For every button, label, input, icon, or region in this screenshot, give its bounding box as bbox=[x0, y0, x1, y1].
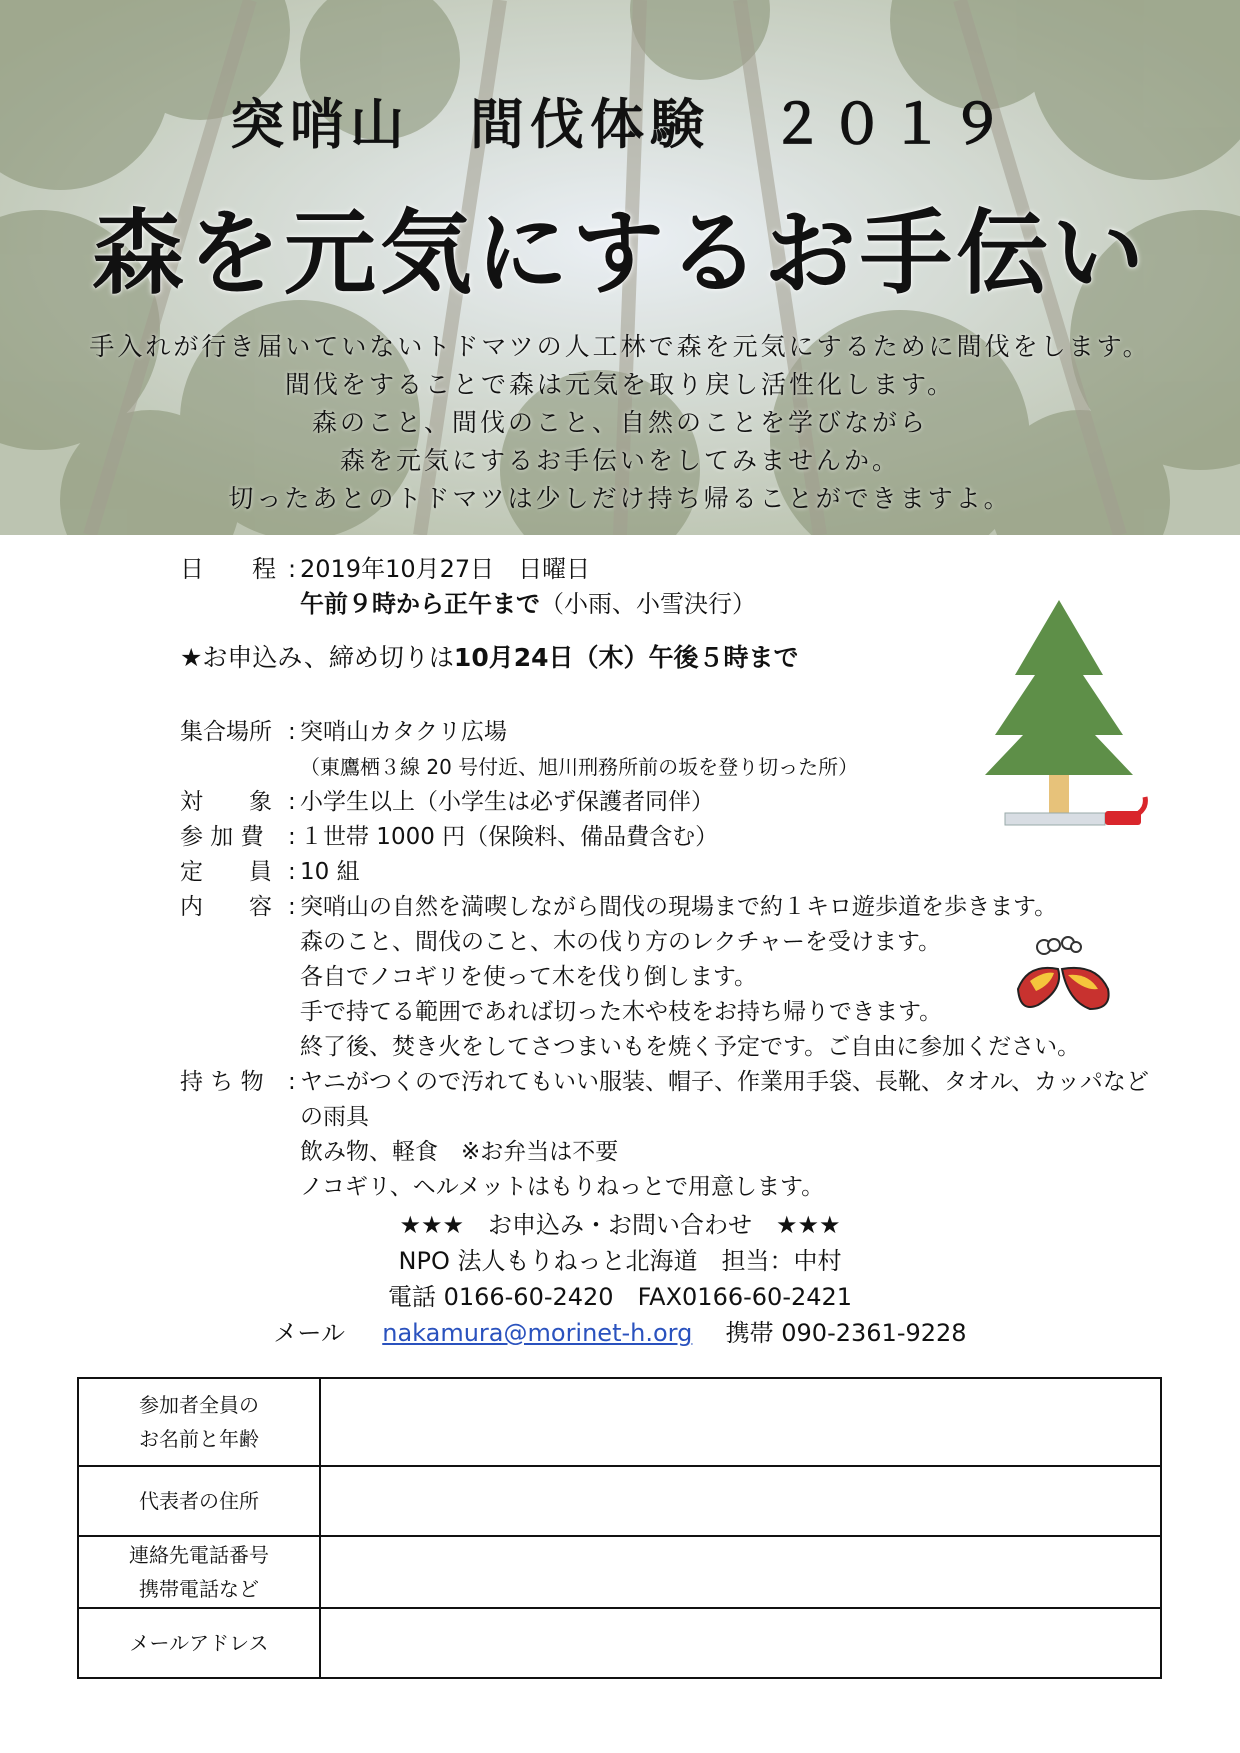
content-line: 各自でノコギリを使って木を伐り倒します。 bbox=[300, 964, 758, 990]
contact-heading: ★★★ お申込み・お問い合わせ ★★★ bbox=[399, 1211, 841, 1239]
intro-line: 切ったあとのトドマツは少しだけ持ち帰ることができますよ。 bbox=[228, 484, 1012, 513]
intro-line: 森を元気にするお手伝いをしてみませんか。 bbox=[339, 446, 900, 475]
venue-label: 集合場所 bbox=[180, 719, 272, 745]
form-input-phone[interactable] bbox=[320, 1536, 1161, 1608]
form-label: 参加者全員の お名前と年齢 bbox=[78, 1378, 320, 1466]
items-line: 飲み物、軽食 ※お弁当は不要 bbox=[300, 1139, 619, 1165]
capacity-row: 定 員 : 10 組 bbox=[180, 855, 1160, 890]
venue-note: （東鷹栖３線 20 号付近、旭川刑務所前の坂を登り切った所） bbox=[300, 755, 859, 779]
venue-value: 突哨山カタクリ広場 bbox=[300, 719, 507, 745]
email-link[interactable]: nakamura@morinet-h.org bbox=[382, 1319, 693, 1347]
deadline-date: 10月24日（木）午後５時まで bbox=[453, 643, 799, 672]
form-label: 連絡先電話番号 携帯電話など bbox=[78, 1536, 320, 1608]
form-row bbox=[78, 1378, 1161, 1466]
content-line: 森のこと、間伐のこと、木の伐り方のレクチャーを受けます。 bbox=[300, 929, 942, 955]
content-line: 突哨山の自然を満喫しながら間伐の現場まで約１キロ遊歩道を歩きます。 bbox=[300, 894, 1058, 920]
deadline-prefix: ★お申込み、締め切りは bbox=[180, 643, 454, 672]
mobile-phone: 携帯 090-2361-9228 bbox=[725, 1319, 967, 1347]
intro-line: 間伐をすることで森は元気を取り戻し活性化します。 bbox=[284, 370, 955, 399]
target-label: 対 象 bbox=[180, 789, 272, 815]
schedule-weather-note: （小雨、小雪決行） bbox=[540, 590, 756, 618]
intro-text bbox=[0, 328, 1240, 518]
contact-org: NPO 法人もりねっと北海道 担当：中村 bbox=[398, 1247, 842, 1275]
content-row: 内 容 : 突哨山の自然を満喫しながら間伐の現場まで約１キロ遊歩道を歩きます。 森のこと、間伐のこと、木の伐り方のレクチャーを受けます。 各自でノコギリを使って木を伐り倒します。 手で持てる範囲であれば切った木や枝をお持ち帰りできます。 終了後、焚き火をしてさつまいもを焼く予定です。ご自由に参加ください。 bbox=[180, 890, 1160, 1065]
content-line: 終了後、焚き火をしてさつまいもを焼く予定です。ご自由に参加ください。 bbox=[300, 1034, 1081, 1060]
intro-line: 森のこと、間伐のこと、自然のことを学びながら bbox=[311, 408, 928, 437]
contact-mail-row bbox=[0, 1315, 1240, 1351]
schedule-time: 午前９時から正午まで bbox=[300, 590, 540, 618]
capacity-label: 定 員 bbox=[180, 859, 272, 885]
form-row bbox=[78, 1536, 1161, 1608]
form-input-address[interactable] bbox=[320, 1466, 1161, 1536]
content-label: 内 容 bbox=[180, 894, 272, 920]
mail-label: メール bbox=[273, 1319, 345, 1347]
target-value: 小学生以上（小学生は必ず保護者同伴） bbox=[300, 789, 714, 815]
target-row: 対 象 : 小学生以上（小学生は必ず保護者同伴） bbox=[180, 785, 1160, 820]
form-row bbox=[78, 1466, 1161, 1536]
capacity-value: 10 組 bbox=[300, 859, 360, 885]
form-input-email[interactable] bbox=[320, 1608, 1161, 1678]
schedule-date: 2019年10月27日 日曜日 bbox=[300, 555, 591, 583]
page-title: 森を元気にするお手伝い bbox=[91, 200, 1148, 307]
contact-section bbox=[0, 1207, 1240, 1351]
fee-row: 参 加 費 : １世帯 1000 円（保険料、備品費含む） bbox=[180, 820, 1160, 855]
application-form bbox=[77, 1377, 1162, 1679]
tree-with-saw-icon bbox=[975, 595, 1175, 845]
venue-row: 集合場所 : 突哨山カタクリ広場 bbox=[180, 715, 1160, 750]
schedule-row: 日 程 : 2019年10月27日 日曜日 bbox=[180, 552, 1160, 587]
contact-phone: 電話 0166-60-2420 FAX0166-60-2421 bbox=[387, 1283, 853, 1311]
fee-value: １世帯 1000 円（保険料、備品費含む） bbox=[300, 824, 719, 850]
items-row: 持 ち 物 : ヤニがつくので汚れてもいい服装、帽子、作業用手袋、長靴、タオル、カッパなどの雨具 飲み物、軽食 ※お弁当は不要 ノコギリ、ヘルメットはもりねっとで用意します。 bbox=[180, 1065, 1160, 1205]
form-row bbox=[78, 1608, 1161, 1678]
intro-line: 手入れが行き届いていないトドマツの人工林で森を元気にするために間伐をします。 bbox=[89, 332, 1151, 361]
form-input-names[interactable] bbox=[320, 1378, 1161, 1466]
event-subtitle: 突哨山 間伐体験 ２０１９ bbox=[230, 93, 1010, 156]
items-line: ノコギリ、ヘルメットはもりねっとで用意します。 bbox=[300, 1174, 825, 1200]
form-label: 代表者の住所 bbox=[78, 1466, 320, 1536]
schedule-label: 日 程 bbox=[180, 555, 276, 583]
items-label: 持 ち 物 bbox=[180, 1069, 264, 1095]
form-label: メールアドレス bbox=[78, 1608, 320, 1678]
fee-label: 参 加 費 bbox=[180, 824, 264, 850]
items-line: ヤニがつくので汚れてもいい服装、帽子、作業用手袋、長靴、タオル、カッパなどの雨具 bbox=[300, 1069, 1149, 1130]
roasted-sweet-potato-icon bbox=[1010, 935, 1120, 1025]
content-line: 手で持てる範囲であれば切った木や枝をお持ち帰りできます。 bbox=[300, 999, 943, 1025]
